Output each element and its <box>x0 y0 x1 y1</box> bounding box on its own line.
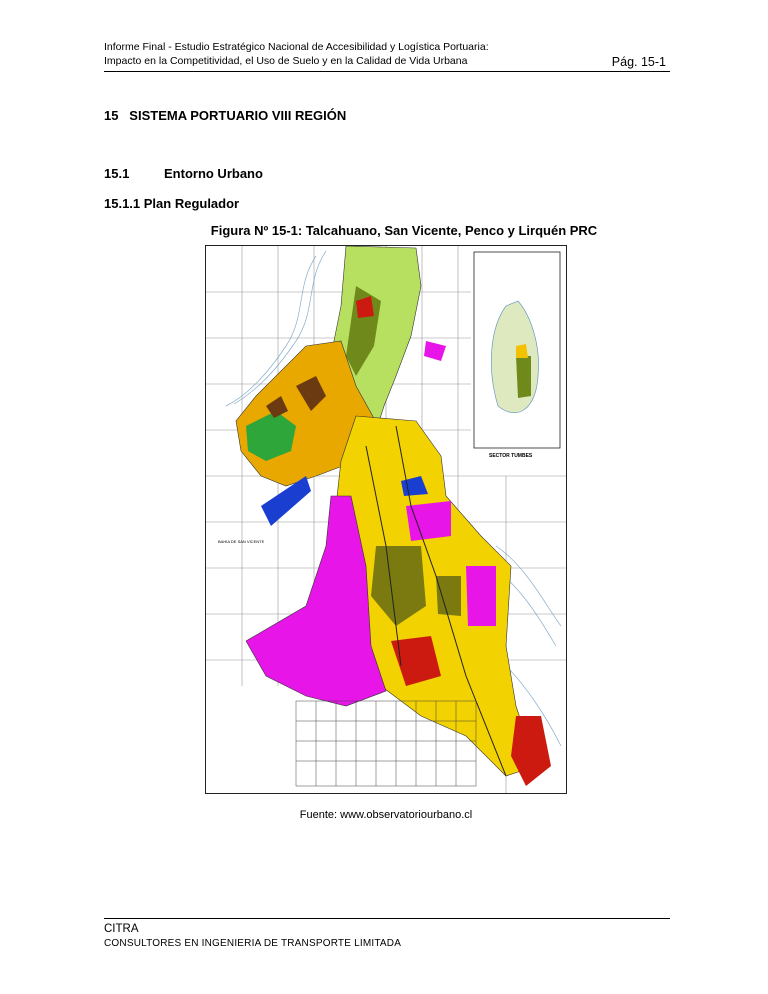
section-heading: 15 SISTEMA PORTUARIO VIII REGIÓN <box>104 108 347 123</box>
subsection-number: 15.1 <box>104 166 130 181</box>
header-divider <box>104 71 670 72</box>
document-header <box>104 40 489 68</box>
map-inset-label: SECTOR TUMBES <box>489 453 533 459</box>
figure-caption-wrap <box>0 223 768 238</box>
map-bay-label: BAHIA DE SAN VICENTE <box>218 539 265 544</box>
figure-caption: Figura Nº 15-1: Talcahuano, San Vicente, Penco y Lirquén PRC <box>210 223 598 238</box>
subsubsection-heading: 15.1.1 Plan Regulador <box>104 196 240 211</box>
header-line-2: Impacto en la Competitividad, el Uso de Suelo y en la Calidad de Vida Urbana <box>104 55 468 67</box>
header-line-1: Informe Final - Estudio Estratégico Nacional de Accesibilidad y Logística Portuaria: <box>104 41 489 53</box>
footer-org-full: CONSULTORES EN INGENIERIA DE TRANSPORTE LIMITADA <box>104 938 402 949</box>
page-number: Pág. 15-1 <box>611 55 666 69</box>
figure-source: Fuente: www.observatoriourbano.cl <box>299 809 473 821</box>
footer-divider <box>104 918 670 919</box>
zoning-map <box>205 245 567 794</box>
map-inset <box>474 252 560 448</box>
footer-org: CITRA <box>104 923 139 935</box>
zoning-map-graphic <box>206 246 566 793</box>
subsection-title: Entorno Urbano <box>164 166 263 181</box>
figure-source-wrap <box>0 809 768 821</box>
